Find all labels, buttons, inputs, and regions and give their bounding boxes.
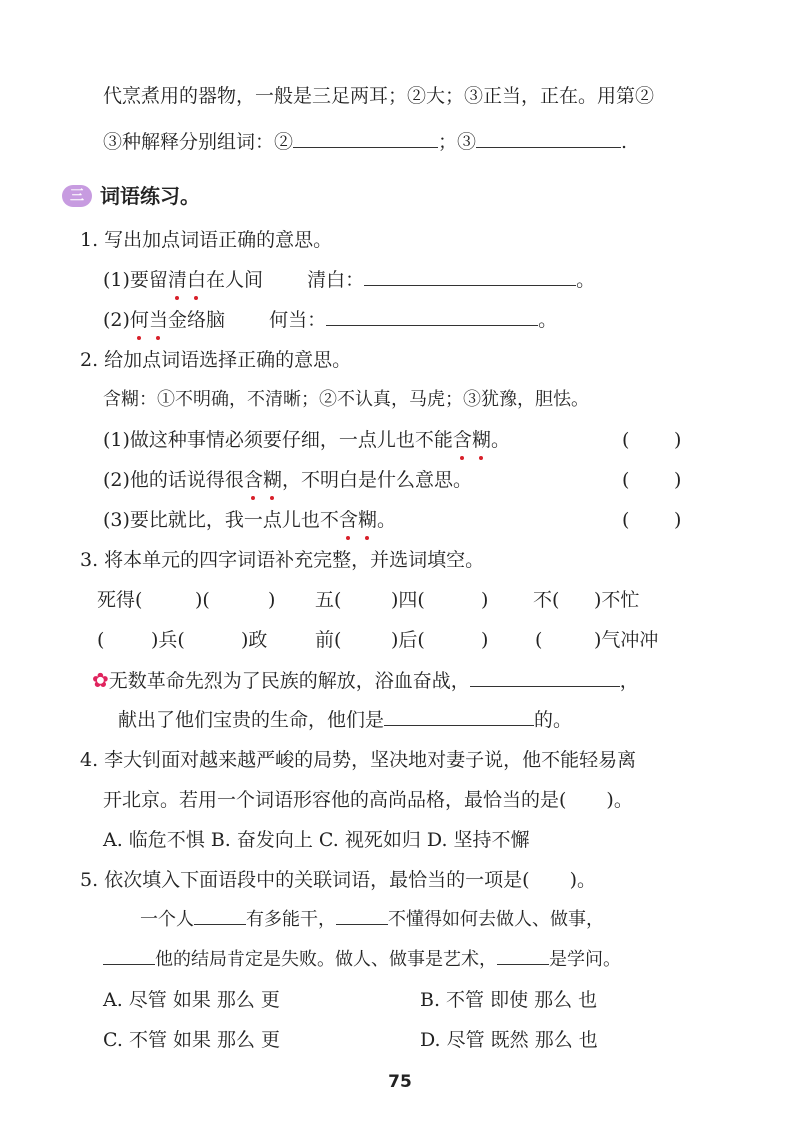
q5-blank-2[interactable] — [336, 906, 388, 925]
section-badge: 三 — [62, 185, 92, 207]
q3-r1-t4: )四( — [391, 589, 425, 611]
q4-line-1: 4. 李大钊面对越来越严峻的局势，坚决地对妻子说，他不能轻易离 — [80, 749, 637, 771]
q1-blank-1[interactable] — [364, 267, 576, 286]
q1-item-1: (1)要留清白在人间 清白： 。 — [103, 266, 595, 294]
q5-blank-3[interactable] — [103, 946, 155, 965]
blank-2[interactable] — [293, 129, 438, 148]
q1-title: 1. 写出加点词语正确的意思。 — [80, 229, 333, 251]
q2-answer-close-2: ) — [674, 469, 682, 491]
q2-title: 2. 给加点词语选择正确的意思。 — [80, 349, 352, 371]
q3-r2-t6: ( — [535, 629, 543, 651]
q4-options: A. 临危不惧 B. 奋发向上 C. 视死如归 D. 坚持不懈 — [103, 829, 530, 851]
blank-3[interactable] — [476, 129, 621, 148]
intro-line-1: 代烹煮用的器物，一般是三足两耳；②大；③正当，正在。用第② — [103, 85, 655, 107]
q5-title: 5. 依次填入下面语段中的关联词语，最恰当的一项是( )。 — [80, 869, 597, 891]
q2-definitions: 含糊：①不明确，不清晰；②不认真，马虎；③犹豫，胆怯。 — [103, 389, 589, 410]
q5-blank-4[interactable] — [497, 946, 549, 965]
q3-r1-t7: )不忙 — [594, 589, 640, 611]
q3-r1-t0: 死得( — [97, 589, 143, 611]
q2-answer-close-3: ) — [674, 509, 682, 531]
q2-answer-open-3[interactable]: ( — [622, 509, 630, 531]
q2-answer-open-1[interactable]: ( — [622, 429, 630, 451]
q5-option-d: D. 尽管 既然 那么 也 — [420, 1029, 598, 1051]
q2-answer-open-2[interactable]: ( — [622, 469, 630, 491]
q3-r2-t0: ( — [97, 629, 105, 651]
q1-item-2: (2)何当金络脑 何当： 。 — [103, 306, 557, 334]
q3-r2-t7: )气冲冲 — [594, 629, 659, 651]
q3-r1-t2: ) — [268, 589, 276, 611]
page-number: 75 — [388, 1072, 412, 1092]
q3-r2-t5: ) — [481, 629, 489, 651]
q3-r2-t2: )政 — [241, 629, 268, 651]
q5-option-a: A. 尽管 如果 那么 更 — [103, 989, 280, 1011]
q1-blank-2[interactable] — [326, 307, 538, 326]
q3-r1-t5: ) — [481, 589, 489, 611]
q3-fill-line-2: 献出了他们宝贵的生命，他们是 的。 — [118, 709, 573, 731]
q5-passage-2: 他的结局肯定是失败。做人、做事是艺术， 是学问。 — [103, 946, 621, 974]
star-icon: ✿ — [92, 668, 109, 692]
q3-r2-t1: )兵( — [151, 629, 185, 651]
q2-sentence-3: (3)要比就比，我一点儿也不含糊。 — [103, 506, 396, 534]
q3-fill-line-1: ✿无数革命先烈为了民族的解放，浴血奋战， ， — [92, 668, 639, 692]
q5-option-c: C. 不管 如果 那么 更 — [103, 1029, 281, 1051]
q3-r2-t3: 前( — [315, 629, 342, 651]
q4-line-2: 开北京。若用一个词语形容他的高尚品格，最恰当的是( )。 — [103, 789, 633, 811]
section-title: 词语练习。 — [100, 184, 200, 208]
q2-sentence-1: (1)做这种事情必须要仔细，一点儿也不能含糊。 — [103, 426, 510, 454]
q3-r1-t3: 五( — [315, 589, 342, 611]
q3-title: 3. 将本单元的四字词语补充完整，并选词填空。 — [80, 549, 485, 571]
q3-r1-t1: )( — [195, 589, 210, 611]
q3-blank-1[interactable] — [470, 668, 620, 687]
q3-blank-2[interactable] — [384, 707, 534, 726]
q3-r2-t4: )后( — [391, 629, 425, 651]
q2-sentence-2: (2)他的话说得很含糊，不明白是什么意思。 — [103, 466, 472, 494]
q5-blank-1[interactable] — [194, 906, 246, 925]
intro-line-2: ③种解释分别组词：② ；③ . — [103, 131, 628, 153]
q5-option-b: B. 不管 即使 那么 也 — [420, 989, 598, 1011]
q3-r1-t6: 不( — [533, 589, 560, 611]
q2-answer-close-1: ) — [674, 429, 682, 451]
q5-passage-1: 一个人 有多能干， 不懂得如何去做人、做事， — [140, 906, 604, 934]
